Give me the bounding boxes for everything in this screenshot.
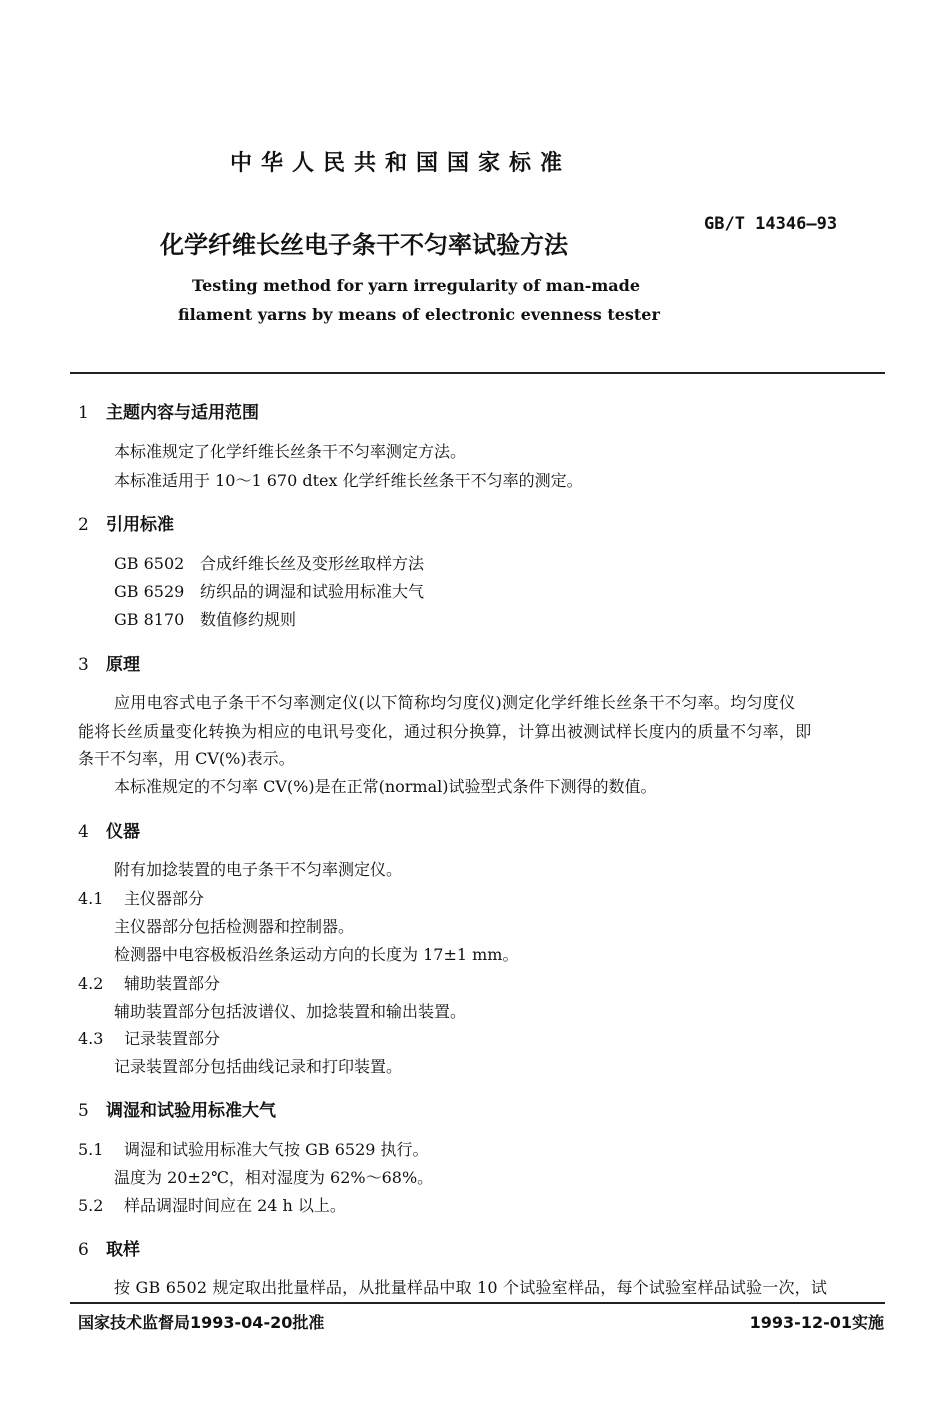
- document-title-en-line2: filament yarns by means of electronic evenness tester: [178, 305, 660, 324]
- subsection-4-2-paragraph-1: 辅助装置部分包括波谱仪、加捻装置和输出装置。: [114, 1002, 467, 1021]
- section-1-heading: 1 主题内容与适用范围: [78, 403, 259, 423]
- section-3-paragraph-2: 本标准规定的不匀率 CV(%)是在正常(normal)试验型式条件下测得的数值。: [114, 777, 657, 796]
- subsection-4-3-heading: 4.3 记录装置部分: [78, 1029, 221, 1048]
- subsection-4-1-paragraph-1: 主仪器部分包括检测器和控制器。: [114, 917, 355, 936]
- section-1-paragraph-1: 本标准规定了化学纤维长丝条干不匀率测定方法。: [114, 442, 467, 461]
- section-4-heading: 4 仪器: [78, 822, 140, 842]
- national-standard-heading: 中华人民共和国国家标准: [230, 151, 572, 176]
- section-5-heading: 5 调湿和试验用标准大气: [78, 1101, 276, 1121]
- section-6-paragraph-1: 按 GB 6502 规定取出批量样品，从批量样品中取 10 个试验室样品，每个试验室样品试验一次，试: [114, 1278, 828, 1297]
- subsection-4-2-heading: 4.2 辅助装置部分: [78, 974, 221, 993]
- standard-code: GB/T 14346—93: [704, 214, 838, 234]
- section-3-paragraph-1-line-3: 条干不匀率，用 CV(%)表示。: [78, 749, 295, 768]
- reference-item: GB 6502 合成纤维长丝及变形丝取样方法: [114, 554, 425, 573]
- document-title-en-line1: Testing method for yarn irregularity of man-made: [192, 276, 641, 295]
- subsection-5-2-heading: 5.2 样品调湿时间应在 24 h 以上。: [78, 1196, 346, 1215]
- footer-divider: [70, 1302, 885, 1304]
- section-1-paragraph-2: 本标准适用于 10～1 670 dtex 化学纤维长丝条干不匀率的测定。: [114, 471, 583, 490]
- section-3-paragraph-1-line-2: 能将长丝质量变化转换为相应的电讯号变化，通过积分换算，计算出被测试样长度内的质量不匀率，即: [78, 722, 812, 741]
- section-3-heading: 3 原理: [78, 655, 140, 675]
- header-divider: [70, 372, 885, 374]
- section-2-heading: 2 引用标准: [78, 515, 174, 535]
- subsection-4-1-heading: 4.1 主仪器部分: [78, 889, 205, 908]
- subsection-4-3-paragraph-1: 记录装置部分包括曲线记录和打印装置。: [114, 1057, 403, 1076]
- reference-item: GB 6529 纺织品的调湿和试验用标准大气: [114, 582, 425, 601]
- section-3-paragraph-1-line-1: 应用电容式电子条干不匀率测定仪(以下简称均匀度仪)测定化学纤维长丝条干不匀率。均匀度仪: [114, 693, 796, 712]
- subsection-4-1-paragraph-2: 检测器中电容极板沿丝条运动方向的长度为 17±1 mm。: [114, 945, 519, 964]
- document-title-cn: 化学纤维长丝电子条干不匀率试验方法: [160, 231, 568, 259]
- reference-item: GB 8170 数值修约规则: [114, 610, 297, 629]
- approval-line: 国家技术监督局1993-04-20批准: [78, 1313, 325, 1332]
- section-6-heading: 6 取样: [78, 1240, 140, 1260]
- section-4-paragraph-1: 附有加捻装置的电子条干不匀率测定仪。: [114, 860, 403, 879]
- effective-date-line: 1993-12-01实施: [749, 1313, 884, 1332]
- subsection-5-1-heading: 5.1 调湿和试验用标准大气按 GB 6529 执行。: [78, 1140, 429, 1159]
- subsection-5-1-paragraph-1: 温度为 20±2℃，相对湿度为 62%～68%。: [114, 1168, 434, 1187]
